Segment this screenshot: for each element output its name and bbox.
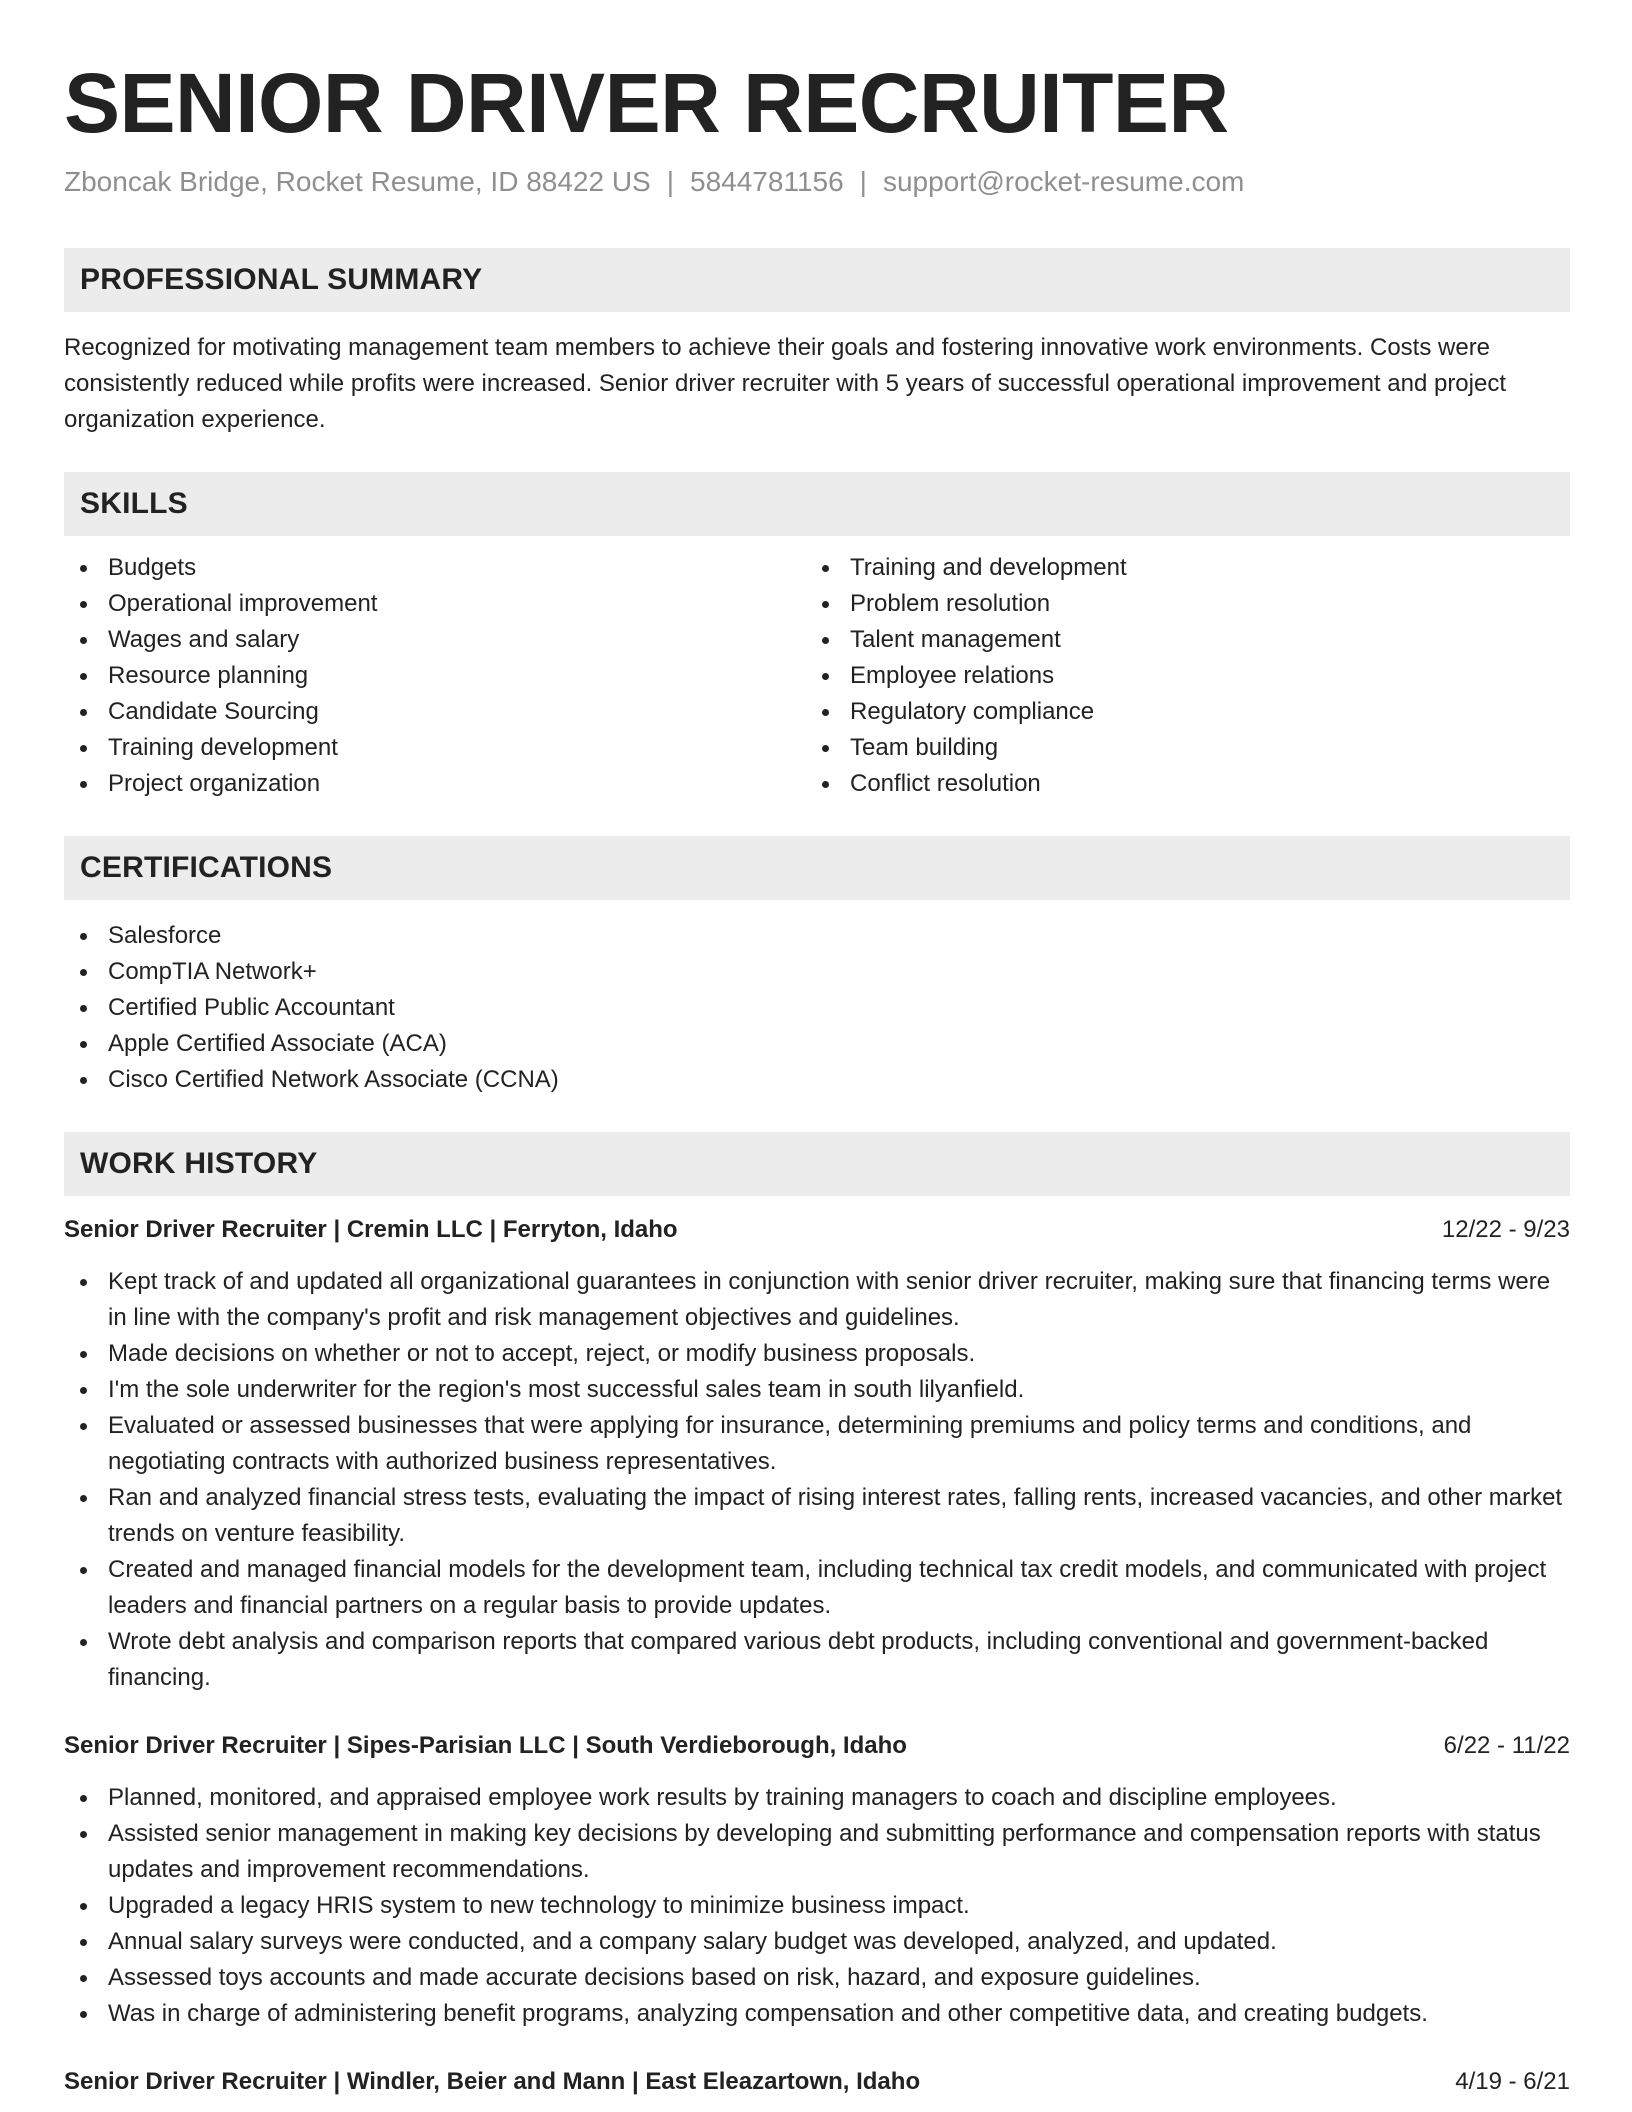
certification-item: CompTIA Network+ bbox=[64, 954, 1570, 990]
skill-item: Talent management bbox=[806, 622, 1548, 658]
certification-item: Salesforce bbox=[64, 918, 1570, 954]
job-heading-row bbox=[64, 2064, 1570, 2100]
skill-item: Wages and salary bbox=[64, 622, 806, 658]
job-heading-row bbox=[64, 1212, 1570, 1248]
job-entry bbox=[64, 2064, 1570, 2100]
skills-column-right bbox=[806, 550, 1548, 802]
candidate-name: SENIOR DRIVER RECRUITER bbox=[64, 56, 1229, 150]
skill-item: Employee relations bbox=[806, 658, 1548, 694]
job-bullet-list bbox=[64, 1780, 1570, 2032]
job-bullet: Evaluated or assessed businesses that were applying for insurance, determining premiums and policy terms and conditions, and negotiating contracts with authorized business representatives. bbox=[64, 1408, 1570, 1480]
contact-line bbox=[64, 166, 1570, 198]
job-entry bbox=[64, 1212, 1570, 1696]
job-bullet: Was in charge of administering benefit programs, analyzing compensation and other competitive data, and creating budgets. bbox=[64, 1996, 1570, 2032]
section-header-certifications: CERTIFICATIONS bbox=[64, 836, 1570, 900]
summary-text: Recognized for motivating management team members to achieve their goals and fostering innovative work environments. Costs were consistently reduced while profits were increased. Senior driver recruiter with 5 years of successful operational improvement and project organization experience. bbox=[64, 334, 1507, 434]
job-title-company: Senior Driver Recruiter | Sipes-Parisian LLC | South Verdieborough, Idaho bbox=[64, 1732, 907, 1760]
skill-item: Training development bbox=[64, 730, 806, 766]
skill-item: Candidate Sourcing bbox=[64, 694, 806, 730]
contact-separator: | bbox=[666, 166, 675, 198]
contact-email: support@rocket-resume.com bbox=[882, 166, 1245, 198]
skills-column-left bbox=[64, 550, 806, 802]
skill-item: Team building bbox=[806, 730, 1548, 766]
certification-item: Certified Public Accountant bbox=[64, 990, 1570, 1026]
skills-grid bbox=[64, 550, 1570, 802]
job-bullet: Created and managed financial models for the development team, including technical tax credit models, and communicated with project leaders and financial partners on a regular basis to provide updates. bbox=[64, 1552, 1570, 1624]
job-dates: 6/22 - 11/22 bbox=[1443, 1732, 1570, 1760]
contact-address: Zboncak Bridge, Rocket Resume, ID 88422 US bbox=[64, 166, 651, 198]
job-bullet: Ran and analyzed financial stress tests, evaluating the impact of rising interest rates, falling rents, increased vacancies, and other market trends on venture feasibility. bbox=[64, 1480, 1570, 1552]
job-bullet: Made decisions on whether or not to accept, reject, or modify business proposals. bbox=[64, 1336, 1570, 1372]
job-dates: 4/19 - 6/21 bbox=[1455, 2068, 1570, 2096]
job-bullet: Wrote debt analysis and comparison reports that compared various debt products, including conventional and government-backed financing. bbox=[64, 1624, 1570, 1696]
certification-item: Apple Certified Associate (ACA) bbox=[64, 1026, 1570, 1062]
job-bullet-list bbox=[64, 1264, 1570, 1696]
job-bullet: Planned, monitored, and appraised employee work results by training managers to coach and discipline employees. bbox=[64, 1780, 1570, 1816]
skill-item: Training and development bbox=[806, 550, 1548, 586]
section-header-summary: PROFESSIONAL SUMMARY bbox=[64, 248, 1570, 312]
job-entry bbox=[64, 1728, 1570, 2032]
skill-item: Conflict resolution bbox=[806, 766, 1548, 802]
skill-item: Project organization bbox=[64, 766, 806, 802]
skill-item: Budgets bbox=[64, 550, 806, 586]
section-header-skills: SKILLS bbox=[64, 472, 1570, 536]
job-dates: 12/22 - 9/23 bbox=[1441, 1216, 1570, 1244]
contact-phone: 5844781156 bbox=[690, 166, 844, 198]
contact-separator: | bbox=[859, 166, 867, 198]
job-bullet: Annual salary surveys were conducted, and a company salary budget was developed, analyzed, and updated. bbox=[64, 1924, 1570, 1960]
job-bullet: Assessed toys accounts and made accurate decisions based on risk, hazard, and exposure guidelines. bbox=[64, 1960, 1570, 1996]
job-bullet: Upgraded a legacy HRIS system to new technology to minimize business impact. bbox=[64, 1888, 1570, 1924]
certification-list bbox=[64, 918, 1570, 1098]
job-title-company: Senior Driver Recruiter | Cremin LLC | Ferryton, Idaho bbox=[64, 1216, 678, 1244]
skill-item: Resource planning bbox=[64, 658, 806, 694]
skill-item: Regulatory compliance bbox=[806, 694, 1548, 730]
job-bullet: Assisted senior management in making key decisions by developing and submitting performance and compensation reports with status updates and improvement recommendations. bbox=[64, 1816, 1570, 1888]
resume-page bbox=[64, 0, 1570, 2100]
skill-item: Operational improvement bbox=[64, 586, 806, 622]
job-bullet: I'm the sole underwriter for the region's most successful sales team in south lilyanfield. bbox=[64, 1372, 1570, 1408]
job-title-company: Senior Driver Recruiter | Windler, Beier and Mann | East Eleazartown, Idaho bbox=[64, 2068, 921, 2096]
skill-item: Problem resolution bbox=[806, 586, 1548, 622]
section-header-work-history: WORK HISTORY bbox=[64, 1132, 1570, 1196]
job-bullet: Kept track of and updated all organizational guarantees in conjunction with senior driver recruiter, making sure that financing terms were in line with the company's profit and risk management objectives and guidelines. bbox=[64, 1264, 1570, 1336]
certification-item: Cisco Certified Network Associate (CCNA) bbox=[64, 1062, 1570, 1098]
job-heading-row bbox=[64, 1728, 1570, 1764]
